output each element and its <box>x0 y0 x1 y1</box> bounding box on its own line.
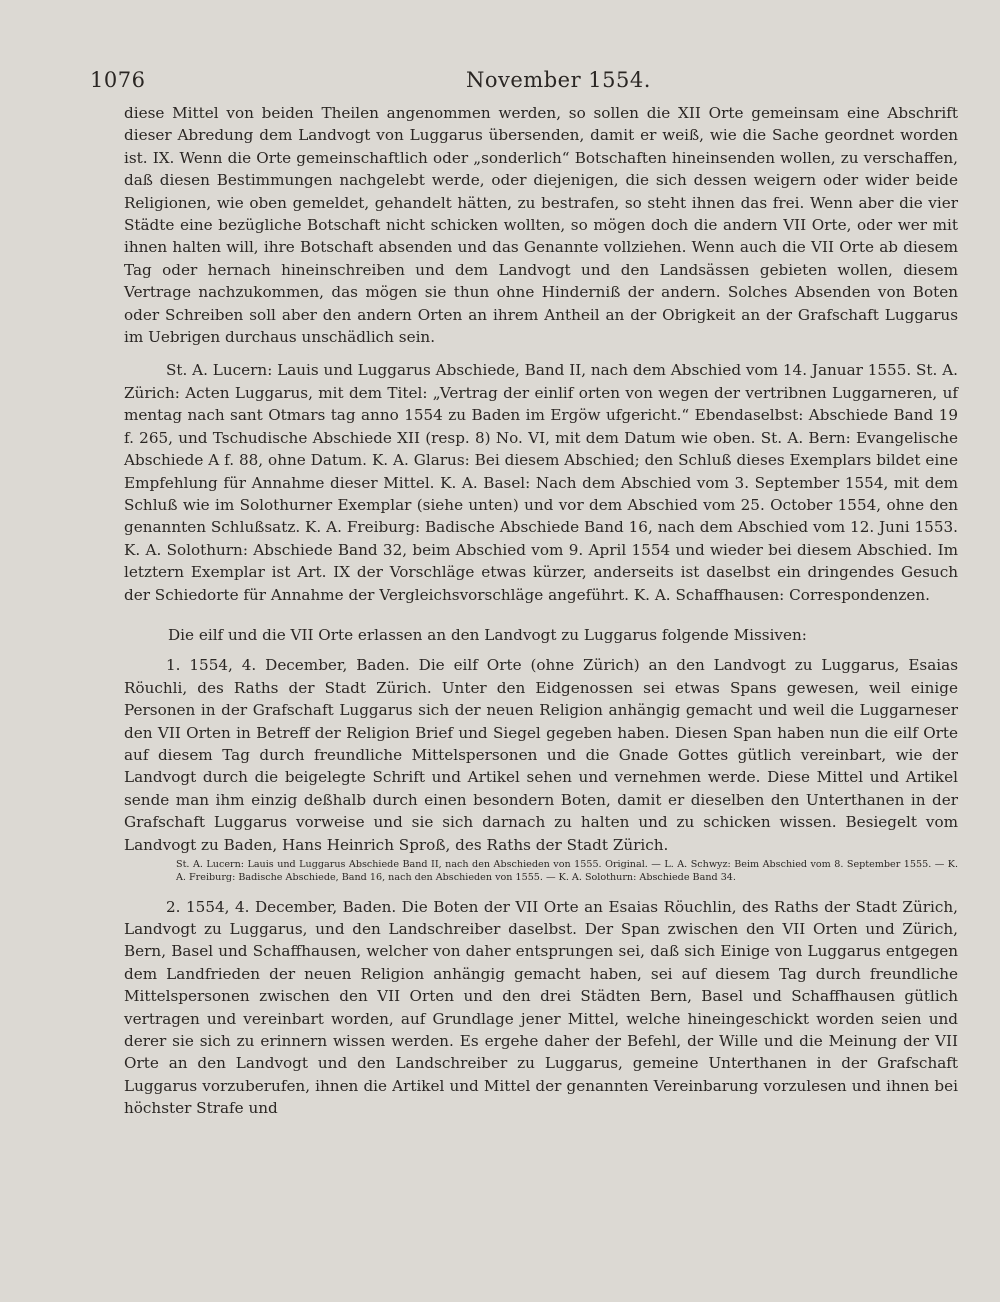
missive-2: 2. 1554, 4. December, Baden. Die Boten der VII Orte an Esaias Röuchlin, des Raths der Stadt Zürich, Landvogt zu Luggarus, und den Landschreiber daselbst. Der Span zwischen den VII Orten und Zürich, Bern, Basel und Schaffhausen, welcher von daher entsprungen sei, daß sich Einige von Luggarus entgegen dem Landfrieden der neuen Religion anhängig gemacht haben, sei auf diesem Tag durch freundliche Mittelspersonen zwischen den VII Orten und den drei Städten Bern, Basel und Schaffhausen gütlich vertragen und vereinbart worden, auf Grundlage jener Mittel, welche hineingeschickt worden seien und derer sie sich zu erinnern wissen werden. Es ergehe daher der Befehl, der Wille und die Meinung der VII Orte an den Landvogt und den Landschreiber zu Luggarus, gemeine Unterthanen in der Grafschaft Luggarus vorzuberufen, ihnen die Artikel und Mittel der genannten Vereinbarung vorzulesen und ihnen bei höchster Strafe und <box>124 897 958 1118</box>
archive-references: St. A. Lucern: Lauis und Luggarus Abschiede, Band II, nach dem Abschied vom 14. Januar 1555. St. A. Zürich: Acten Luggarus, mit dem Titel: „Vertrag der einlif orten von wegen der vertribnen Luggarneren, uf mentag nach sant Otmars tag anno 1554 zu Baden im Ergöw ufgericht.“ Ebendaselbst: Abschiede Band 19 f. 265, und Tschudische Abschiede XII (resp. 8) No. VI, mit dem Datum wie oben. St. A. Bern: Evangelische Abschiede A f. 88, ohne Datum. K. A. Glarus: Bei diesem Abschied; den Schluß dieses Exemplars bildet eine Empfehlung für Annahme dieser Mittel. K. A. Basel: Nach dem Abschied vom 3. September 1554, mit dem Schluß wie im Solothurner Exemplar (siehe unten) und vor dem Abschied vom 25. October 1554, ohne den genannten Schlußsatz. K. A. Freiburg: Badische Abschiede Band 16, nach dem Abschied vom 12. Juni 1553. K. A. Solothurn: Abschiede Band 32, beim Abschied vom 9. April 1554 und wieder bei diesem Abschied. Im letztern Exemplar ist Art. IX der Vorschläge etwas kürzer, anderseits ist daselbst ein dringendes Gesuch der Schiedorte für Annahme der Vergleichsvorschläge angeführt. K. A. Schaffhausen: Correspondenzen. <box>124 361 958 604</box>
missive-1: 1. 1554, 4. December, Baden. Die eilf Orte (ohne Zürich) an den Landvogt zu Luggarus, Esaias Röuchli, des Raths der Stadt Zürich. Unter den Eidgenossen sei etwas Spans gewesen, weil einige Personen in der Grafschaft Luggarus sich der neuen Religion anhängig gemacht und weil die Luggarneser den VII Orten in Betreff der Religion Brief und Siegel gegeben haben. Diesen Span haben nun die eilf Orte auf diesem Tag durch freundliche Mittelspersonen und die Gnade Gottes gütlich vereinbart, wie der Landvogt durch die beigelegte Schrift und Artikel sehen und vernehmen werde. Diese Mittel und Artikel sende man ihm einzig deßhalb durch einen besondern Boten, damit er dieselben den Unterthanen in der Grafschaft Luggarus vorweise und sie sich darnach zu halten und zu schicken wissen. Besiegelt vom Landvogt zu Baden, Hans Heinrich Sproß, des Raths der Stadt Zürich. <box>124 656 958 854</box>
section-heading: Die eilf und die VII Orte erlassen an den Landvogt zu Luggarus folgende Missiven: <box>168 625 807 644</box>
page-header <box>90 68 958 102</box>
page-number: 1076 <box>90 68 146 92</box>
paragraph-agreement-text: diese Mittel von beiden Theilen angenommen werden, so sollen die XII Orte gemeinsam eine Abschrift dieser Abredung dem Landvogt von Luggarus übersenden, damit er weiß, wie die Sache geordnet worden ist. IX. Wenn die Orte gemeinschaftlich oder „sonderlich“ Botschaften hineinsenden wollen, zu verschaffen, daß diesen Bestimmungen nachgelebt werde, oder diejenigen, die sich dessen weigern oder wider beide Religionen, wie oben gemeldet, gehandelt hätten, zu bestrafen, so steht ihnen das frei. Wenn aber die vier Städte eine bezügliche Botschaft nicht schicken wollten, so mögen doch die andern VII Orte, oder wer mit ihnen halten will, ihre Botschaft absenden und das Genannte vollziehen. Wenn auch die VII Orte ab diesem Tag oder hernach hineinschreiben und dem Landvogt und den Landsässen gebieten wollen, diesem Vertrage nachzukommen, das mögen sie thun ohne Hinderniß der andern. Solches Absenden von Boten oder Schreiben soll aber den andern Orten an ihrem Antheil an der Obrigkeit an der Grafschaft Luggarus im Uebrigen durchaus unschädlich sein. <box>124 104 958 347</box>
missive-1-sources: St. A. Lucern: Lauis und Luggarus Abschiede Band II, nach den Abschieden von 1555. Original. — L. A. Schwyz: Beim Abschied vom 8. September 1555. — K. A. Freiburg: Badische Abschiede, Band 16, nach den Abschieden von 1555. — K. A. Solothurn: Abschiede Band 34. <box>176 859 958 883</box>
spacer <box>124 646 958 654</box>
running-title: November 1554. <box>466 68 651 92</box>
